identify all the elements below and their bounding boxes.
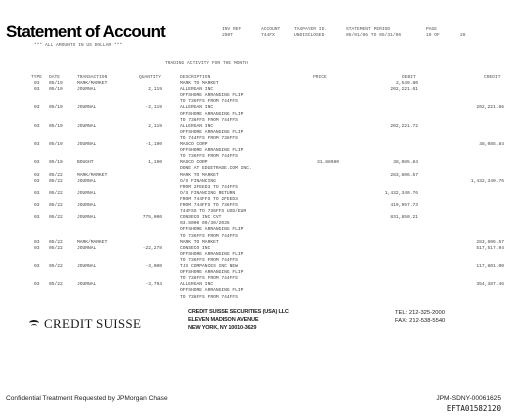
cell-date: 05/22 — [49, 245, 63, 251]
cell-qty: -22,278 — [142, 245, 162, 251]
cell-qty: 775,000 — [142, 215, 162, 221]
inv-ref-value: 200T — [222, 33, 234, 38]
cell-desc: TO 736FFS FROM 744FFS — [180, 233, 238, 239]
cell-desc: ALLERGAN INC — [180, 87, 214, 93]
cell-qty: -2,119 — [145, 105, 162, 111]
taxpayer-id-label: TAXPAYER ID. — [294, 27, 328, 32]
cell-type: 03 — [34, 105, 40, 111]
confidential-note: Confidential Treatment Requested by JPMorgan Chase — [6, 395, 168, 402]
col-price: PRICE — [313, 75, 327, 80]
cell-date: 05/19 — [49, 81, 63, 86]
cell-date: 05/22 — [49, 264, 63, 269]
cell-price: 31.88980 — [316, 160, 339, 166]
cell-desc: FROM 2FEED3 TO 744FFS — [180, 184, 238, 190]
cell-tx: MARK/MARKET — [77, 172, 108, 178]
cell-type: 03 — [34, 178, 40, 184]
table-row — [0, 93, 512, 99]
bates-number: JPM-SDNY-00061625 — [436, 395, 501, 402]
cell-date: 05/22 — [49, 172, 63, 178]
cell-desc: OFFSHORE ARRANGING FLIP — [180, 270, 244, 276]
cell-desc: MASCO CORP — [180, 160, 208, 166]
cell-credit: 38,085.84 — [479, 142, 504, 147]
cell-qty: 2,119 — [148, 123, 162, 129]
cell-date: 05/22 — [49, 215, 63, 221]
statement-title: Statement of Account — [6, 22, 166, 41]
cell-type: 03 — [34, 239, 40, 245]
cell-desc: MARK TO MARKET — [180, 172, 219, 178]
table-row — [0, 258, 512, 264]
cell-date: 05/22 — [49, 190, 63, 196]
table-row — [0, 179, 512, 185]
cell-desc: O/S FINANCING — [180, 178, 216, 184]
cell-tx: JOURNAL — [77, 87, 97, 93]
page-value: 19 OF — [426, 33, 440, 38]
cell-tx: JOURNAL — [77, 190, 97, 196]
table-row — [0, 246, 512, 252]
cell-date: 05/19 — [49, 87, 63, 93]
cell-credit: 117,801.00 — [476, 264, 504, 269]
cell-desc: CONSECO INC — [180, 245, 211, 251]
cell-type: 03 — [34, 190, 40, 196]
statement-period-label: STATEMENT PERIOD — [346, 27, 391, 32]
cell-qty: -3,794 — [145, 282, 162, 288]
cell-credit: 1,432,340.76 — [470, 178, 504, 184]
cell-desc: OFFSHORE ARRANGING FLIP — [180, 251, 244, 257]
cell-credit: 202,221.66 — [476, 105, 504, 111]
cell-tx: JOURNAL — [77, 142, 97, 147]
cell-desc: TO 736FFS FROM 744FFS — [180, 117, 238, 123]
table-row — [0, 295, 512, 301]
cell-desc: 744FSS TO 736FFS USD/EUR — [180, 209, 247, 215]
cell-debit: 419,957.73 — [390, 203, 418, 208]
cell-date: 05/19 — [49, 123, 63, 129]
cell-date: 05/22 — [49, 282, 63, 288]
table-row — [0, 197, 512, 203]
table-row — [0, 148, 512, 154]
account-label: ACCOUNT — [261, 27, 281, 32]
cell-tx: MARK/MARKET — [77, 239, 108, 245]
page-label: PAGE — [426, 27, 438, 32]
cell-desc: DONE AT EDGETRADE.COM INC. — [180, 166, 252, 172]
cell-date: 05/22 — [49, 239, 63, 245]
col-type: TYPE — [31, 75, 43, 80]
table-row — [0, 136, 512, 142]
cell-qty: -3,000 — [145, 264, 162, 269]
cell-desc: CONSECO INC CVT — [180, 215, 222, 221]
cell-tx: BOUGHT — [77, 160, 94, 166]
cell-desc: TO 744FFS FROM 736FFS — [180, 135, 238, 141]
cell-desc: TO 736FFS FROM 744FFS — [180, 154, 238, 160]
table-row — [0, 282, 512, 288]
cell-qty: 1,190 — [148, 160, 162, 166]
table-row — [0, 130, 512, 136]
table-row — [0, 87, 512, 93]
cell-desc: 03.5000 09/30/2035 — [180, 221, 230, 227]
logo-text: CREDIT SUISSE — [44, 316, 142, 331]
cell-type: 03 — [34, 245, 40, 251]
cell-desc: MARK TO MARKET — [180, 81, 219, 86]
section-title: TRADING ACTIVITY FOR THE MONTH — [165, 61, 248, 66]
page-total: 28 — [460, 33, 466, 38]
cell-desc: ALLERGAN INC — [180, 282, 214, 288]
cell-tx: JOURNAL — [77, 178, 97, 184]
taxpayer-id-value: UNDISCLOSED — [294, 33, 325, 38]
cell-desc: MARK TO MARKET — [180, 239, 219, 245]
cell-type: 03 — [34, 81, 40, 86]
table-row — [0, 215, 512, 221]
cell-desc: TO 736FFS FROM 744FFS — [180, 294, 238, 300]
cell-date: 05/19 — [49, 142, 63, 147]
table-row — [0, 240, 512, 246]
table-row — [0, 142, 512, 148]
cell-desc: OFFSHORE ARRANGING FLIP — [180, 288, 244, 294]
cell-type: 03 — [34, 142, 40, 147]
cell-desc: ALLERGAN INC — [180, 123, 214, 129]
table-row — [0, 234, 512, 240]
address-line-2: ELEVEN MADISON AVENUE — [188, 317, 259, 323]
cell-tx: JOURNAL — [77, 203, 97, 208]
cell-tx: JOURNAL — [77, 282, 97, 288]
statement-period-value: 05/01/06 TO 05/31/06 — [346, 33, 402, 38]
table-row — [0, 173, 512, 179]
cell-tx: JOURNAL — [77, 105, 97, 111]
cell-desc: FROM 744FFS TO 2FEED3 — [180, 196, 238, 202]
cell-desc: TJX COMPANIES INC NEW — [180, 264, 238, 269]
sails-icon — [28, 318, 40, 330]
cell-date: 05/19 — [49, 160, 63, 166]
credit-suisse-logo — [28, 316, 141, 332]
efta-number: EFTA01582120 — [446, 404, 501, 413]
col-transaction: TRANSACTION — [77, 75, 108, 80]
table-row — [0, 203, 512, 209]
currency-note: *** ALL AMOUNTS IN US DOLLAR *** — [34, 43, 123, 48]
cell-type: 03 — [34, 264, 40, 269]
cell-credit: 354,387.46 — [476, 282, 504, 288]
cell-date: 05/22 — [49, 203, 63, 208]
cell-tx: MARK/MARKET — [77, 81, 108, 86]
col-description: DESCRIPTION — [180, 75, 211, 80]
table-row — [0, 252, 512, 258]
cell-qty: -1,190 — [145, 142, 162, 147]
cell-desc: TO 736FFS FROM 744FFS — [180, 257, 238, 263]
table-row — [0, 166, 512, 172]
cell-debit: 831,850.21 — [390, 215, 418, 221]
table-row — [0, 124, 512, 130]
cell-desc: OFFSHORE ARRANGING FLIP — [180, 227, 244, 233]
address-line-1: CREDIT SUISSE SECURITIES (USA) LLC — [188, 309, 289, 315]
table-row — [0, 105, 512, 111]
cell-desc: OFFSHORE ARRANGING FLIP — [180, 148, 244, 154]
cell-debit: 2,549.80 — [395, 81, 418, 86]
cell-type: 03 — [34, 215, 40, 221]
address-line-3: NEW YORK, NY 10010-3629 — [188, 325, 257, 331]
cell-type: 03 — [34, 123, 40, 129]
cell-desc: OFFSHORE ARRANGING FLIP — [180, 129, 244, 135]
cell-debit: 202,221.72 — [390, 123, 418, 129]
fax-number: FAX: 212-538-5540 — [395, 318, 446, 324]
cell-date: 05/19 — [49, 105, 63, 111]
col-debit: DEBIT — [402, 75, 416, 80]
cell-tx: JOURNAL — [77, 245, 97, 251]
cell-desc: OFFSHORE ARRANGING FLIP — [180, 93, 244, 99]
cell-date: 05/22 — [49, 178, 63, 184]
cell-debit: 1,432,340.76 — [384, 190, 418, 196]
cell-desc: MASCO CORP — [180, 142, 208, 147]
table-row — [0, 270, 512, 276]
cell-desc: FROM 744FFS TO 736FFS — [180, 203, 238, 208]
cell-qty: 2,119 — [148, 87, 162, 93]
cell-credit: 283,606.57 — [476, 239, 504, 245]
cell-debit: 283,606.57 — [390, 172, 418, 178]
cell-type: 03 — [34, 282, 40, 288]
cell-credit: 517,517.94 — [476, 245, 504, 251]
cell-desc: TO 736FFS FROM 744FFS — [180, 99, 238, 105]
table-row — [0, 264, 512, 270]
cell-desc: TO 736FFS FROM 744FFS — [180, 276, 238, 282]
inv-ref-label: INV REF — [222, 27, 242, 32]
table-row — [0, 112, 512, 118]
table-row — [0, 227, 512, 233]
cell-debit: 202,221.61 — [390, 87, 418, 93]
cell-desc: OFFSHORE ARRANGING FLIP — [180, 111, 244, 117]
table-row — [0, 118, 512, 124]
cell-type: 03 — [34, 160, 40, 166]
cell-tx: JOURNAL — [77, 123, 97, 129]
col-date: DATE — [49, 75, 61, 80]
col-quantity: QUANTITY — [139, 75, 162, 80]
table-row — [0, 185, 512, 191]
cell-desc: O/S FINANCING RETURN — [180, 190, 236, 196]
cell-type: 03 — [34, 172, 40, 178]
cell-type: 03 — [34, 203, 40, 208]
table-row — [0, 191, 512, 197]
phone-number: TEL: 212-325-2000 — [395, 310, 445, 316]
col-credit: CREDIT — [484, 75, 501, 80]
cell-debit: 38,085.84 — [393, 160, 418, 166]
cell-tx: JOURNAL — [77, 215, 97, 221]
cell-type: 03 — [34, 87, 40, 93]
account-value: 744FX — [261, 33, 275, 38]
cell-tx: JOURNAL — [77, 264, 97, 269]
table-row — [0, 221, 512, 227]
table-row — [0, 288, 512, 294]
table-row — [0, 160, 512, 166]
cell-desc: ALLERGAN INC — [180, 105, 214, 111]
